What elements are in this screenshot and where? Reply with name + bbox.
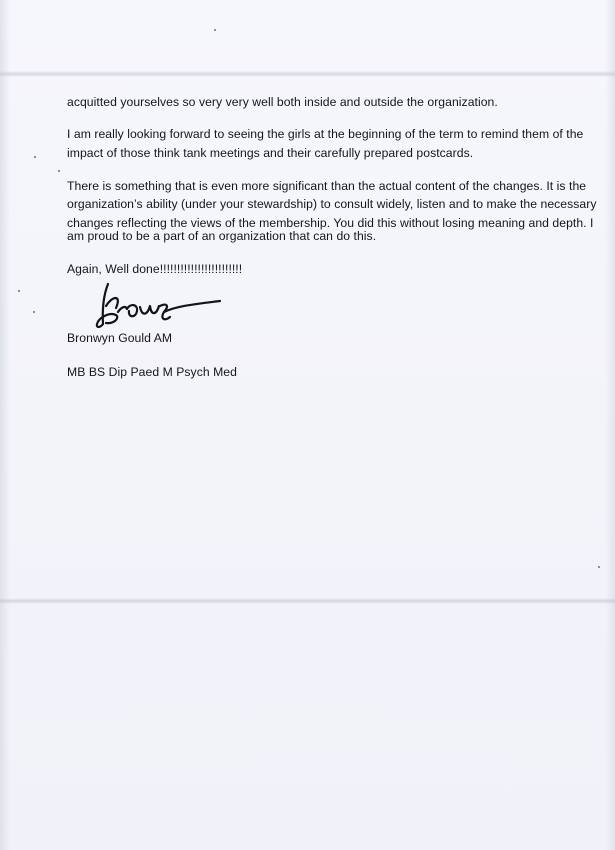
body-line-2: I am really looking forward to seeing the girls at the beginning of the term to remind them of the <box>67 127 584 141</box>
paper-speck <box>58 170 60 172</box>
paper-edge-left <box>0 0 10 850</box>
paper-fold-bottom <box>0 598 615 604</box>
paper-speck <box>33 311 35 313</box>
paper-speck <box>598 566 600 568</box>
body-line-4: There is something that is even more significant than the actual content of the changes. It is the <box>67 179 587 193</box>
paper-speck <box>214 29 216 31</box>
signer-name: Bronwyn Gould AM <box>67 331 173 345</box>
body-line-1: acquitted yourselves so very very well both inside and outside the organization. <box>67 95 498 109</box>
closing-line: Again, Well done!!!!!!!!!!!!!!!!!!!!!!!! <box>67 262 243 276</box>
paper-fold-top <box>0 71 615 77</box>
body-line-6: changes reflecting the views of the membership. You did this without losing meaning and depth. I <box>67 216 594 230</box>
paper-speck <box>34 156 36 158</box>
signer-credentials: MB BS Dip Paed M Psych Med <box>67 365 237 379</box>
body-line-3: impact of those think tank meetings and their carefully prepared postcards. <box>67 146 474 160</box>
handwritten-signature <box>92 276 222 334</box>
paper-edge-right <box>605 0 615 850</box>
paper-speck <box>18 290 20 292</box>
body-line-5: organization’s ability (under your stewardship) to consult widely, listen and to make the necessary <box>67 197 597 211</box>
body-line-7: am proud to be a part of an organization that can do this. <box>67 229 377 243</box>
